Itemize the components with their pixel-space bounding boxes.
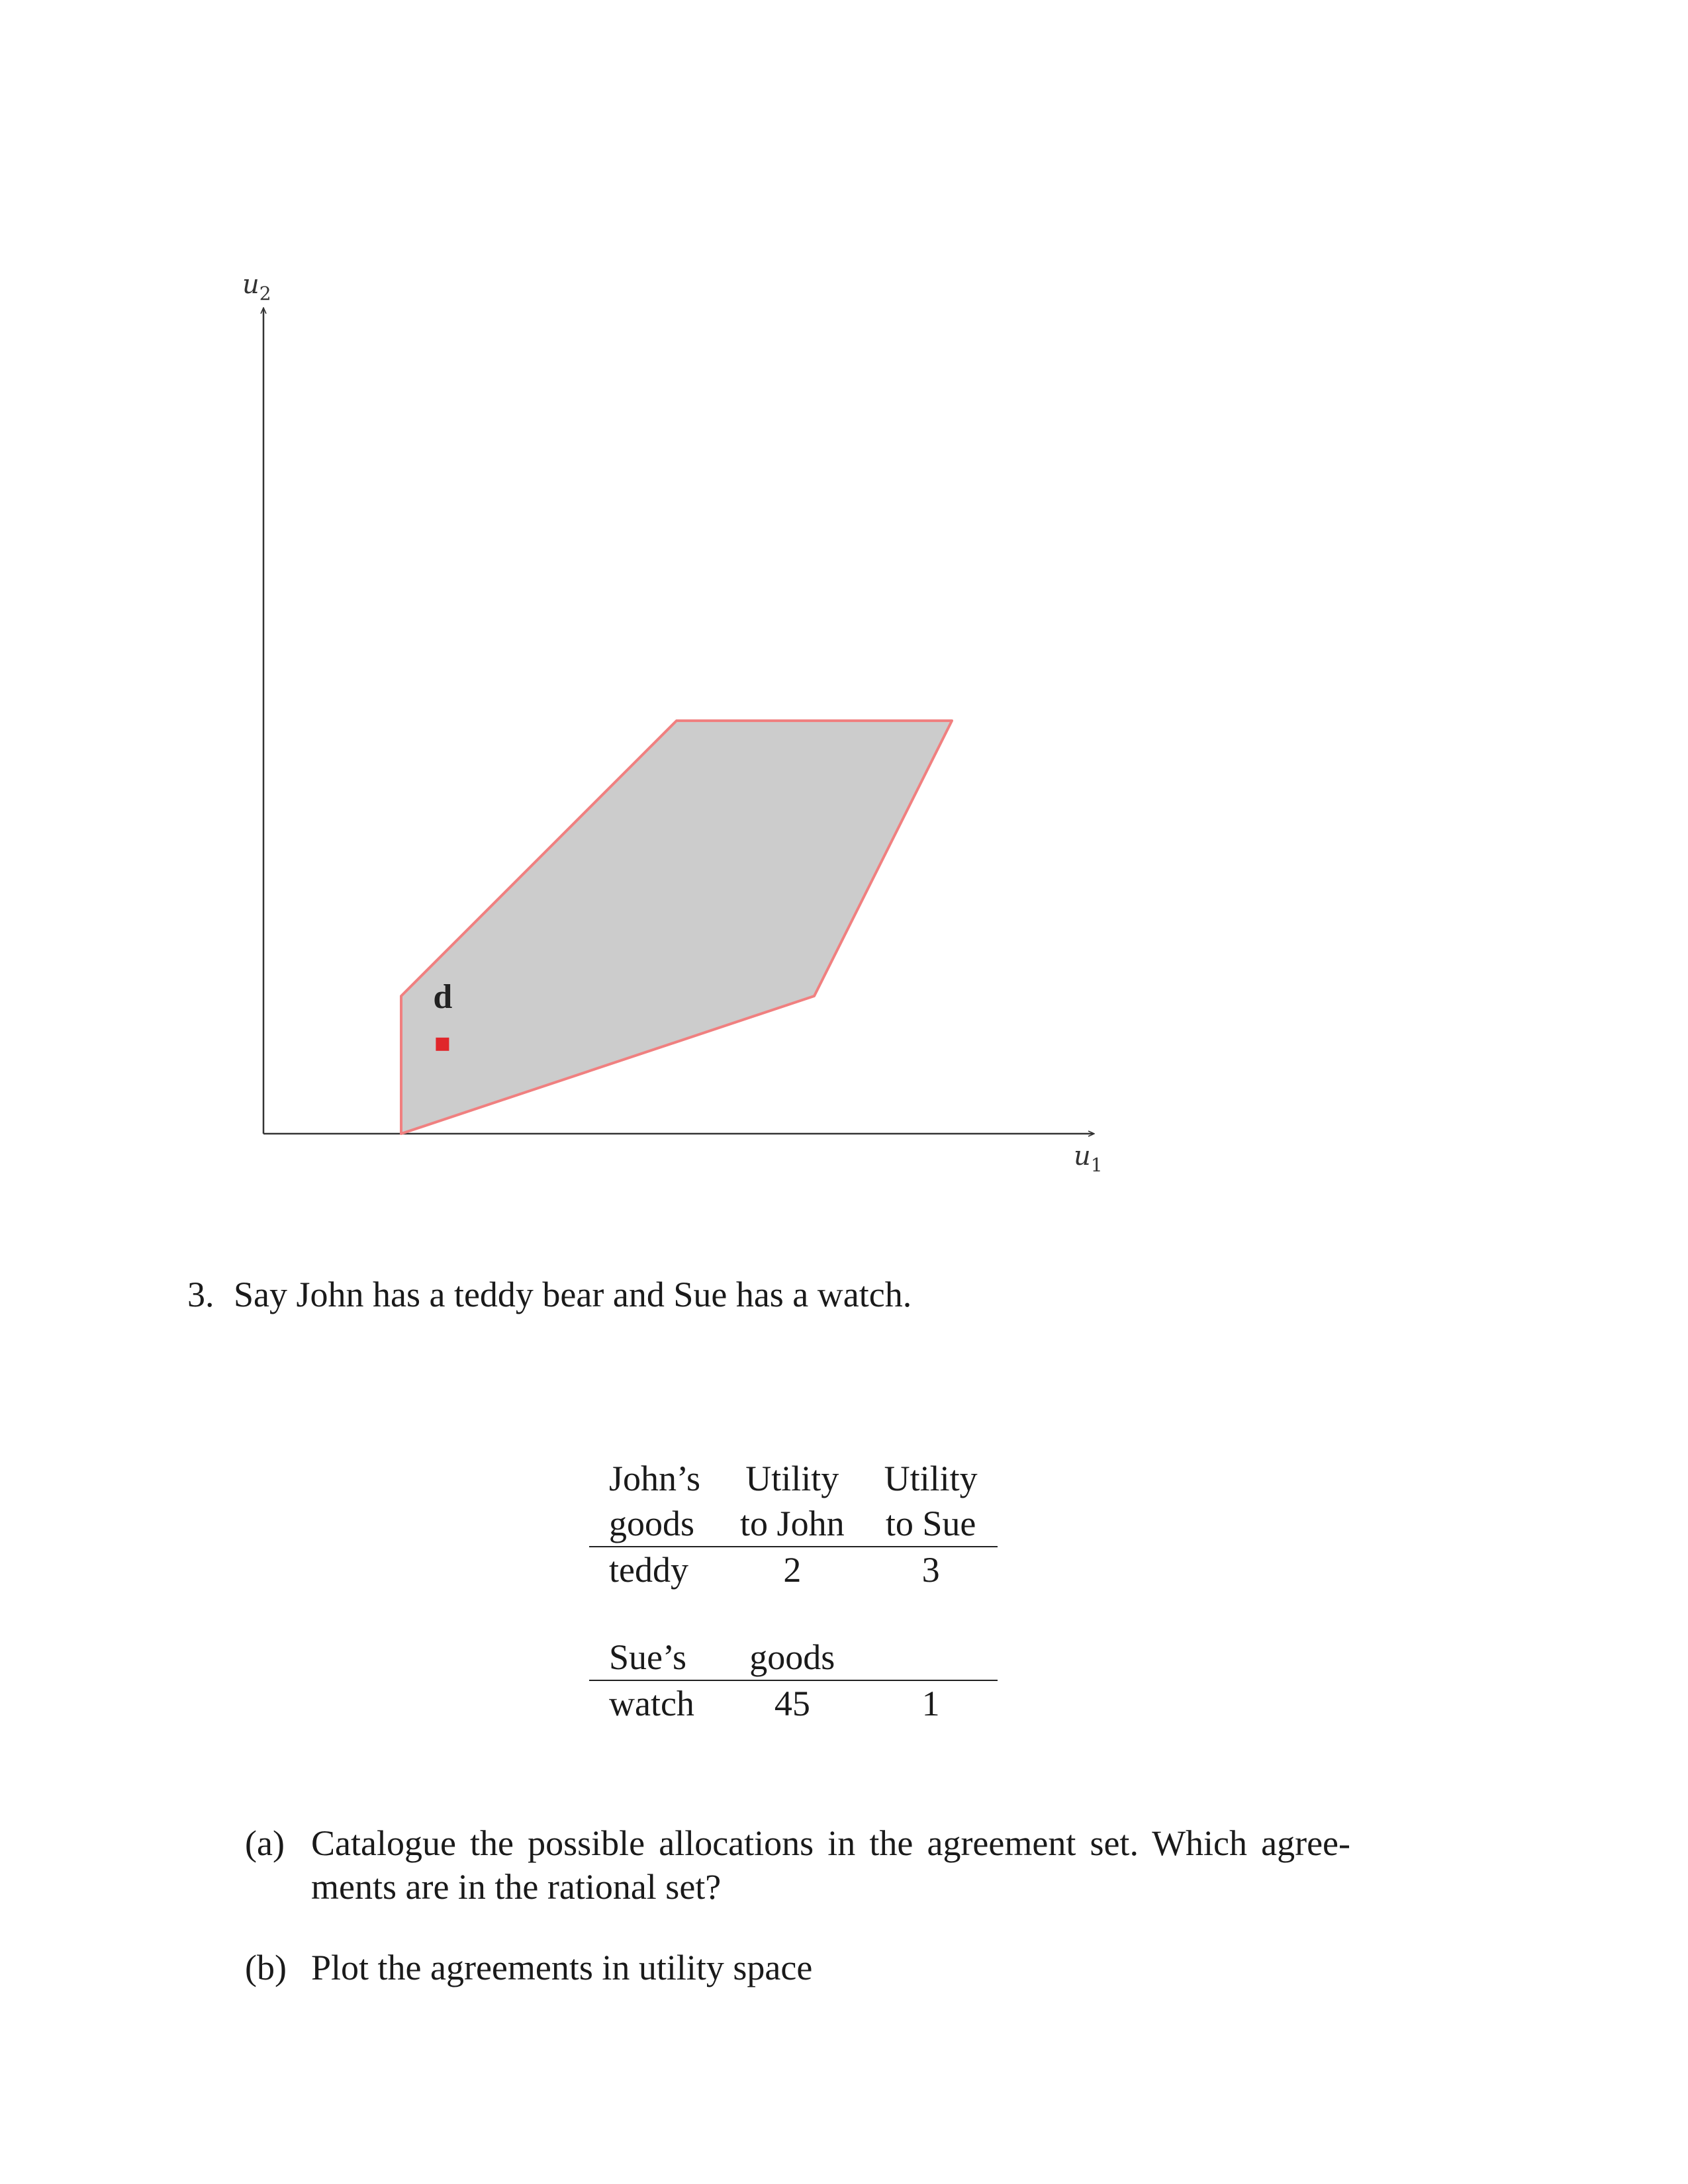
table-cell: Utility: [884, 1459, 978, 1498]
table-cell: teddy: [609, 1550, 688, 1590]
table-cell: watch: [609, 1684, 694, 1723]
table-spacer: [589, 1592, 998, 1635]
table-cell: 2: [783, 1550, 802, 1590]
table-cell: [865, 1635, 998, 1680]
problem-number: 3.: [187, 1275, 214, 1314]
table-header-row: [589, 1456, 998, 1501]
table-row: [589, 1680, 998, 1726]
table-cell: Sue’s: [589, 1635, 720, 1680]
agreement-region: [401, 721, 952, 1134]
table-cell: to John: [720, 1501, 865, 1547]
table-header-row: [589, 1501, 998, 1547]
problem-text: Say John has a teddy bear and Sue has a watch.: [234, 1275, 912, 1314]
table-cell: 3: [921, 1550, 940, 1590]
disagreement-point: [436, 1038, 449, 1051]
table-cell: Utility: [745, 1459, 839, 1498]
table-cell: to Sue: [865, 1501, 998, 1547]
x-axis-label: $u_1$: [1074, 1141, 1103, 1176]
question-a-text: Catalogue the possible allocations in the agreement set. Which agree- ments are in the rational set?: [311, 1823, 1350, 1907]
table-header-row: [589, 1635, 998, 1680]
problem-statement: [187, 1274, 912, 1315]
table-cell: 45: [774, 1684, 810, 1723]
table-cell: goods: [720, 1635, 865, 1680]
table-cell: goods: [589, 1501, 720, 1547]
question-a-label: (a): [245, 1823, 285, 1863]
goods-table: [589, 1456, 998, 1726]
table-cell: 1: [921, 1684, 940, 1723]
disagreement-label: d: [433, 978, 453, 1016]
question-b-text: Plot the agreements in utility space: [311, 1948, 813, 1987]
table-cell: John’s: [609, 1459, 701, 1498]
table-row: [589, 1547, 998, 1592]
y-axis-label: $u_2$: [242, 269, 271, 304]
question-b-label: (b): [245, 1948, 287, 1987]
question-b: [245, 1946, 1350, 1989]
question-a: [245, 1821, 1350, 1909]
